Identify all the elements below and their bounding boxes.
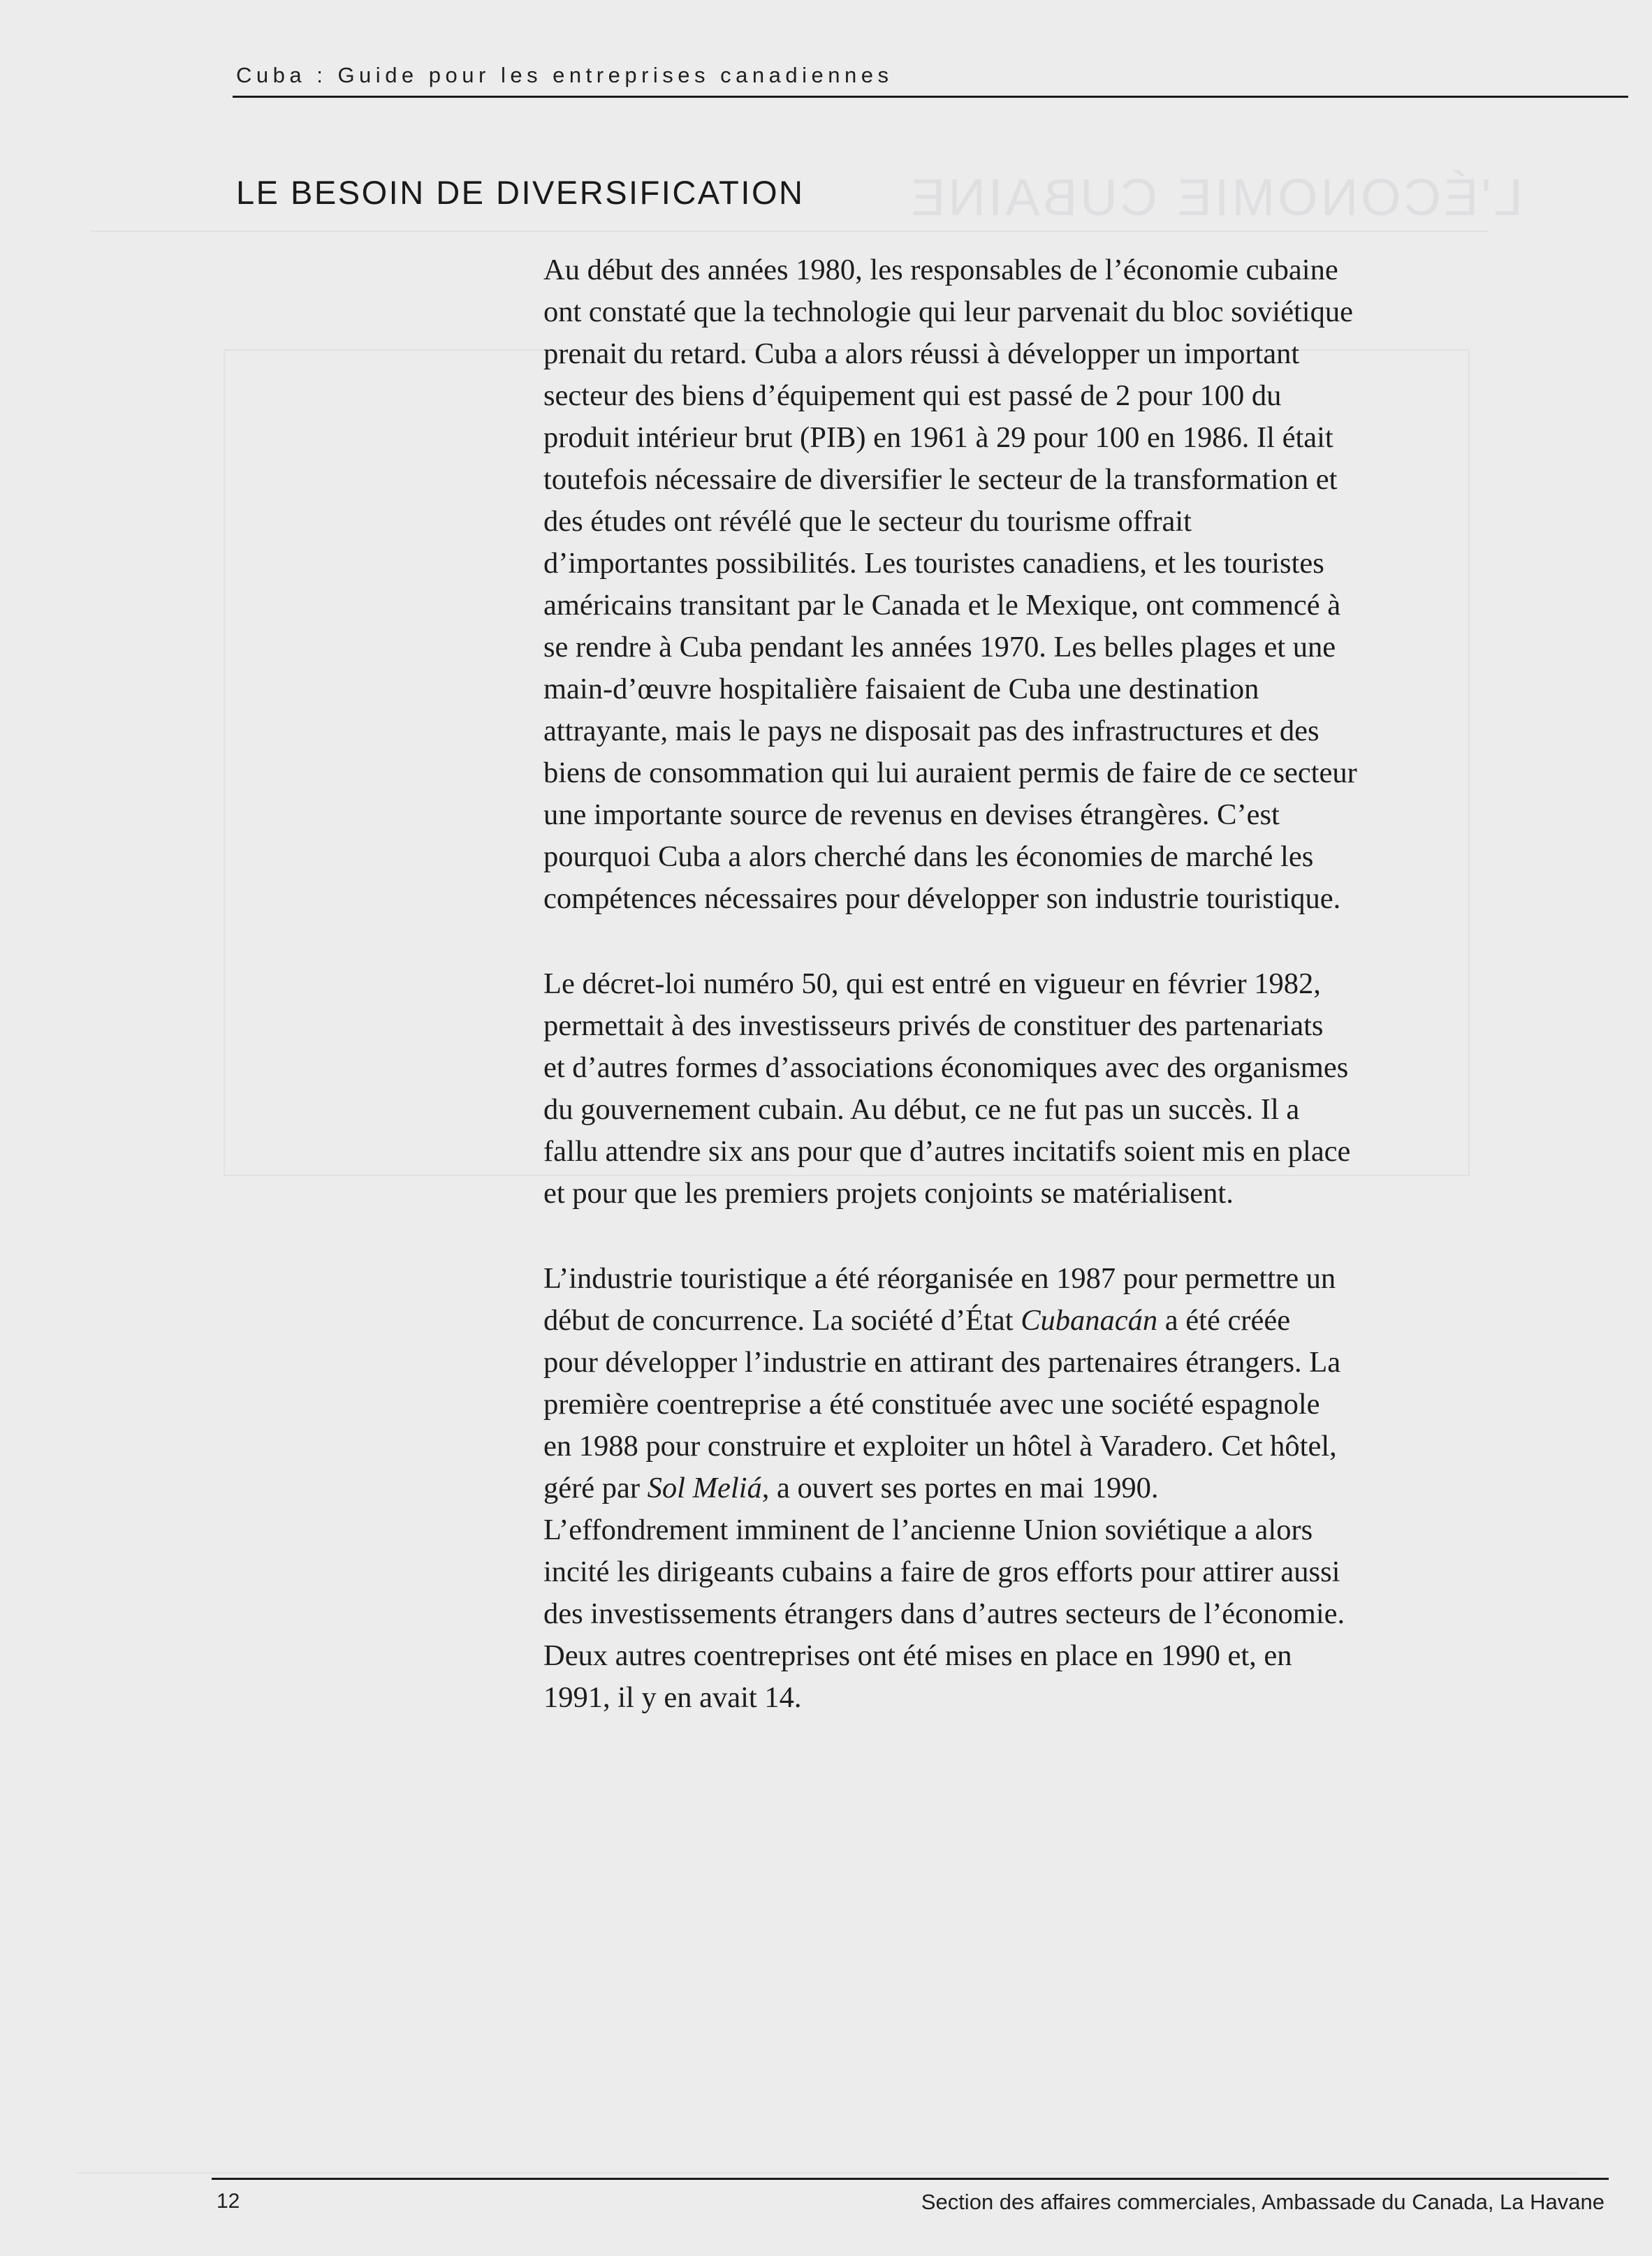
- bleed-through-rule: [91, 230, 1488, 232]
- page-number: 12: [217, 2190, 240, 2213]
- text-line: L’industrie touristique a été réorganisée en 1987 pour permettre un: [543, 1262, 1336, 1295]
- section-title: LE BESOIN DE DIVERSIFICATION: [236, 174, 805, 211]
- company-name-sol-melia: Sol Meliá: [647, 1472, 762, 1504]
- running-header: Cuba : Guide pour les entreprises canadiennes: [236, 63, 893, 87]
- text-line: compétences nécessaires pour développer son industrie touristique.: [543, 882, 1341, 915]
- text-line: incité les dirigeants cubains a faire de gros efforts pour attirer aussi: [543, 1555, 1340, 1588]
- paragraph-1: [543, 249, 1535, 920]
- text-line: se rendre à Cuba pendant les années 1970. Les belles plages et une: [543, 631, 1336, 664]
- body-text: [543, 249, 1535, 1719]
- text-line: 1991, il y en avait 14.: [543, 1681, 802, 1714]
- text-line: Le décret-loi numéro 50, qui est entré en vigueur en février 1982,: [543, 967, 1321, 1000]
- text-line: secteur des biens d’équipement qui est passé de 2 pour 100 du: [543, 379, 1282, 412]
- text-line: produit intérieur brut (PIB) en 1961 à 29 pour 100 en 1986. Il était: [543, 421, 1333, 454]
- text-segment: début de concurrence. La société d’État: [543, 1304, 1021, 1337]
- header-rule: [233, 96, 1628, 98]
- paragraph-4: [543, 1509, 1535, 1719]
- text-segment: , a ouvert ses portes en mai 1990.: [761, 1472, 1159, 1504]
- company-name-cubanacan: Cubanacán: [1021, 1304, 1158, 1337]
- footer-text: Section des affaires commerciales, Ambassade du Canada, La Havane: [921, 2190, 1605, 2214]
- text-line: en 1988 pour construire et exploiter un hôtel à Varadero. Cet hôtel,: [543, 1430, 1337, 1463]
- text-line: une importante source de revenus en devises étrangères. C’est: [543, 798, 1280, 831]
- paragraph-2: [543, 963, 1535, 1215]
- text-segment: a été créée: [1157, 1304, 1291, 1337]
- text-line: ont constaté que la technologie qui leur parvenait du bloc soviétique: [543, 295, 1353, 328]
- paragraph-3: [543, 1258, 1535, 1509]
- text-line: prenait du retard. Cuba a alors réussi à développer un important: [543, 337, 1300, 370]
- text-line: américains transitant par le Canada et le Mexique, ont commencé à: [543, 589, 1341, 622]
- text-line: des investissements étrangers dans d’autres secteurs de l’économie.: [543, 1597, 1345, 1630]
- text-line: et d’autres formes d’associations économiques avec des organismes: [543, 1051, 1349, 1084]
- bleed-through-footer-rule: [77, 2172, 1579, 2174]
- text-line: d’importantes possibilités. Les touristes canadiens, et les touristes: [543, 547, 1324, 580]
- text-line: attrayante, mais le pays ne disposait pas des infrastructures et des: [543, 715, 1320, 747]
- bleed-through-heading: L'ÉCONOMIE CUBAINE: [908, 168, 1523, 226]
- text-line: fallu attendre six ans pour que d’autres incitatifs soient mis en place: [543, 1135, 1351, 1168]
- text-line: première coentreprise a été constituée avec une société espagnole: [543, 1388, 1320, 1421]
- footer-rule: [212, 2178, 1609, 2180]
- text-line: pourquoi Cuba a alors cherché dans les économies de marché les: [543, 840, 1314, 873]
- text-line: des études ont révélé que le secteur du tourisme offrait: [543, 505, 1192, 538]
- text-line: permettait à des investisseurs privés de constituer des partenariats: [543, 1009, 1324, 1042]
- text-line: main-d’œuvre hospitalière faisaient de Cuba une destination: [543, 673, 1259, 705]
- text-line: et pour que les premiers projets conjoints se matérialisent.: [543, 1177, 1234, 1210]
- text-line: Deux autres coentreprises ont été mises en place en 1990 et, en: [543, 1639, 1292, 1672]
- text-segment: géré par: [543, 1472, 648, 1504]
- text-line: toutefois nécessaire de diversifier le secteur de la transformation et: [543, 463, 1338, 496]
- text-line: L’effondrement imminent de l’ancienne Union soviétique a alors: [543, 1514, 1313, 1546]
- text-line: pour développer l’industrie en attirant des partenaires étrangers. La: [543, 1346, 1341, 1379]
- text-line: du gouvernement cubain. Au début, ce ne fut pas un succès. Il a: [543, 1093, 1300, 1126]
- text-line: Au début des années 1980, les responsables de l’économie cubaine: [543, 254, 1338, 286]
- text-line: biens de consommation qui lui auraient permis de faire de ce secteur: [543, 756, 1357, 789]
